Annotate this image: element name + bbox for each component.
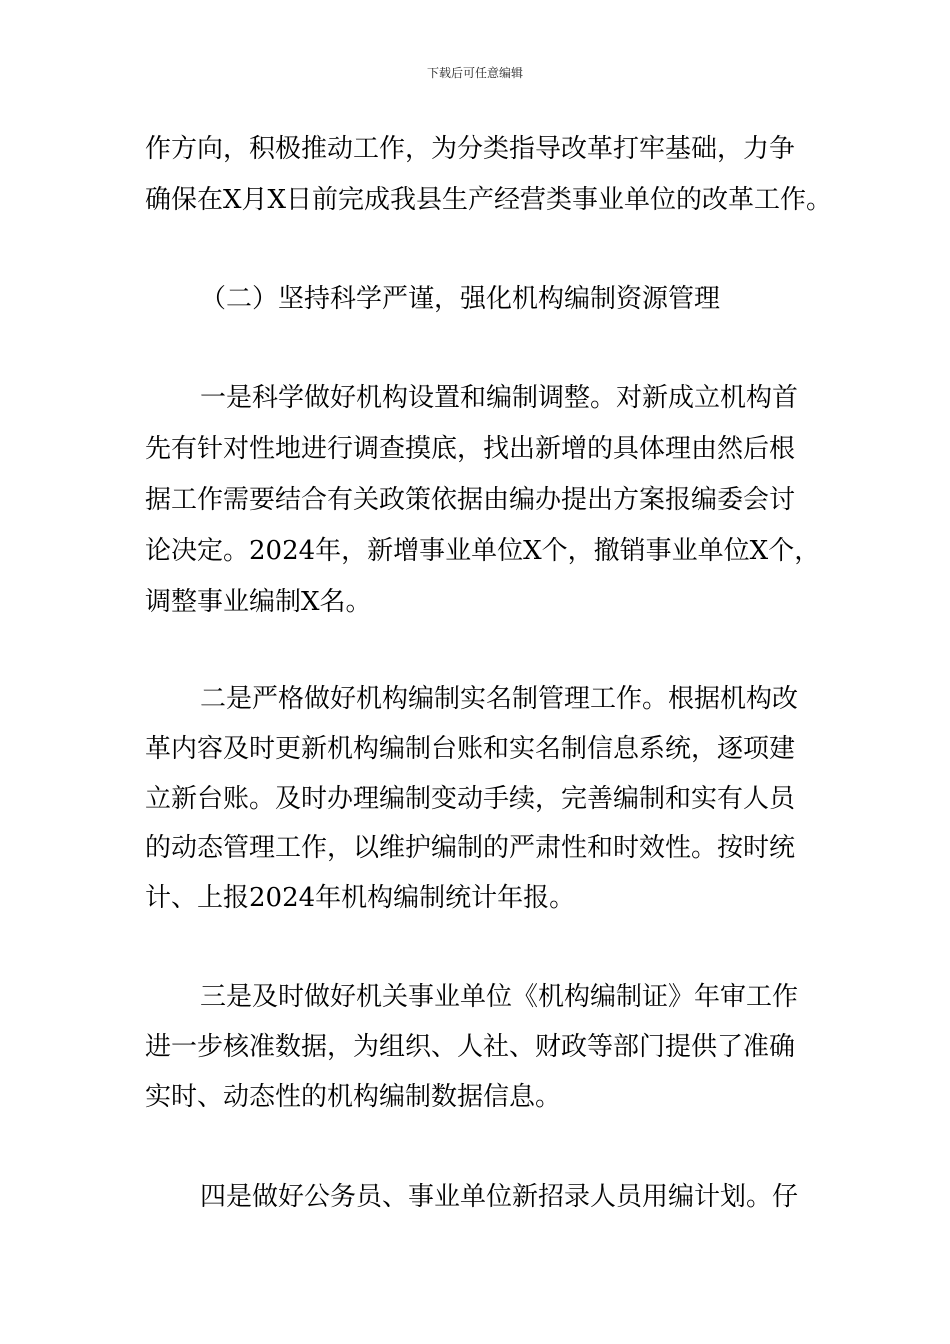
page-header: 下载后可任意编辑	[426, 66, 523, 80]
text-line: 二是严格做好机构编制实名制管理工作。根据机构改	[200, 684, 799, 714]
text-line: 据工作需要结合有关政策依据由编办提出方案报编委会讨	[145, 485, 796, 515]
text-line: 的动态管理工作，以维护编制的严肃性和时效性。按时统	[145, 833, 796, 863]
text-line: 论决定。2024年，新增事业单位X个，撤销事业单位X个，	[145, 536, 821, 566]
text-line: 立新台账。及时办理编制变动手续，完善编制和实有人员	[145, 784, 796, 814]
text-line: 进一步核准数据，为组织、人社、财政等部门提供了准确	[145, 1032, 796, 1062]
text-line: 调整事业编制X名。	[145, 587, 372, 617]
text-line: 作方向，积极推动工作，为分类指导改革打牢基础，力争	[145, 134, 796, 164]
text-line: 先有针对性地进行调查摸底，找出新增的具体理由然后根	[145, 434, 796, 464]
text-line: 四是做好公务员、事业单位新招录人员用编计划。仔	[200, 1182, 799, 1212]
text-line: 实时、动态性的机构编制数据信息。	[145, 1082, 562, 1112]
text-line: 三是及时做好机关事业单位《机构编制证》年审工作	[200, 982, 799, 1012]
section-heading: （二）坚持科学严谨，强化机构编制资源管理	[200, 284, 721, 314]
text-line: 一是科学做好机构设置和编制调整。对新成立机构首	[200, 383, 799, 413]
text-line: 确保在X月X日前完成我县生产经营类事业单位的改革工作。	[145, 185, 833, 215]
text-line: 革内容及时更新机构编制台账和实名制信息系统，逐项建	[145, 734, 796, 764]
text-line: 计、上报2024年机构编制统计年报。	[145, 883, 576, 913]
